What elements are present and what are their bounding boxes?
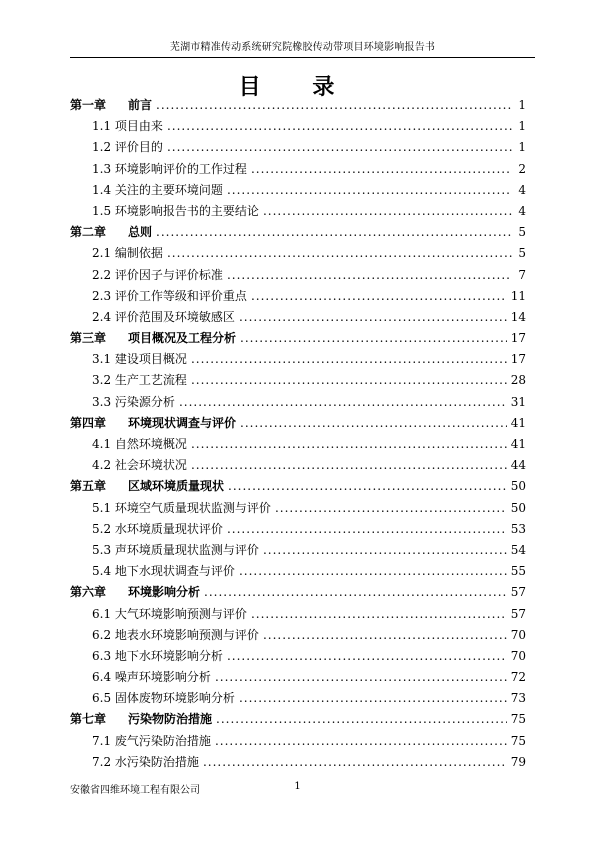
toc-section-entry[interactable] [70,180,526,201]
toc-leader-dots [227,265,512,286]
toc-entry-page: 44 [510,458,526,473]
toc-entry-label: 项目由来 [114,119,163,134]
toc-section-entry[interactable] [70,286,526,307]
toc-entry-number: 5.3 [92,542,112,557]
toc-entry-label: 社会环境状况 [114,458,187,473]
toc-entry-page: 50 [510,479,526,494]
toc-chapter-entry[interactable] [70,328,526,349]
header-rule [70,57,535,58]
toc-leader-dots [203,752,507,773]
toc-section-entry[interactable] [70,392,526,413]
toc-entry-number: 5.4 [92,564,112,579]
toc-entry-label: 评价目的 [114,140,163,155]
toc-entry-number: 1.1 [92,119,112,134]
toc-entry-page: 75 [510,733,526,748]
toc-leader-dots [179,392,507,413]
toc-entry-label: 生产工艺流程 [114,373,187,388]
toc-section-entry[interactable] [70,625,526,646]
toc-leader-dots [191,434,507,455]
toc-entry-label: 固体废物环境影响分析 [114,691,235,706]
toc-entry-page: 1 [518,119,526,134]
toc-chapter-entry[interactable] [70,709,526,730]
toc-entry-page: 31 [510,394,526,409]
toc-entry-page: 55 [510,564,526,579]
toc-section-entry[interactable] [70,307,526,328]
toc-entry-number: 3.1 [92,352,112,367]
toc-leader-dots [191,370,507,391]
toc-entry-number: 6.1 [92,606,112,621]
toc-entry-page: 17 [510,352,526,367]
toc-entry-number: 6.5 [92,691,112,706]
toc-entry-number: 4.1 [92,437,112,451]
toc-entry-number: 1.2 [92,140,112,155]
toc-section-entry[interactable] [70,604,526,625]
toc-leader-dots [204,582,507,603]
footer-page-number: 1 [294,781,301,792]
toc-leader-dots [240,413,507,434]
toc-entry-number: 2.4 [92,309,112,324]
toc-chapter-entry[interactable] [70,582,526,603]
toc-entry-number: 6.3 [92,648,112,663]
toc-section-entry[interactable] [70,116,526,137]
page-header [70,28,535,58]
toc-section-entry[interactable] [70,370,526,391]
toc-section-entry[interactable] [70,455,526,476]
toc-entry-label: 关注的主要环境问题 [114,182,223,197]
toc-entry-label: 大气环境影响预测与评价 [114,606,247,621]
toc-leader-dots [167,243,512,264]
toc-entry-label: 地下水环境影响分析 [114,648,223,663]
toc-leader-dots [167,137,512,158]
toc-leader-dots [263,625,507,646]
toc-entry-number: 7.2 [92,754,112,769]
toc-entry-label: 环境现状调查与评价 [128,415,237,430]
toc-section-entry[interactable] [70,265,526,286]
toc-leader-dots [239,561,507,582]
toc-entry-number: 第二章 [70,225,107,240]
toc-entry-page: 5 [518,246,526,261]
toc-entry-label: 废气污染防治措施 [114,733,211,748]
toc-entry-label: 项目概况及工程分析 [128,331,237,346]
toc-entry-number: 2.1 [92,246,112,261]
toc-entry-page: 7 [518,267,526,282]
toc-section-entry[interactable] [70,201,526,222]
toc-section-entry[interactable] [70,561,526,582]
toc-entry-number: 第五章 [70,479,107,494]
footer-company: 安徽省四维环境工程有限公司 [70,785,200,796]
toc-leader-dots [275,498,507,519]
toc-entry-number: 第三章 [70,331,107,346]
toc-leader-dots [156,95,512,116]
toc-section-entry[interactable] [70,731,526,752]
toc-leader-dots [240,328,507,349]
toc-entry-label: 环境影响报告书的主要结论 [114,203,259,218]
toc-entry-page: 75 [510,712,526,727]
toc-leader-dots [251,286,507,307]
toc-entry-number: 第一章 [70,98,107,112]
toc-entry-label: 环境影响分析 [128,585,201,600]
toc-leader-dots [251,604,507,625]
toc-entry-page: 79 [510,754,526,769]
toc-entry-label: 自然环境概况 [114,437,187,451]
toc-entry-number: 1.4 [92,182,112,197]
toc-entry-label: 声环境质量现状监测与评价 [114,542,259,557]
toc-entry-number: 6.2 [92,627,112,642]
toc-leader-dots [216,709,507,730]
toc-entry-label: 前言 [128,98,153,112]
toc-entry-label: 地表水环境影响预测与评价 [114,627,259,642]
toc-section-entry[interactable] [70,159,526,180]
toc-entry-label: 评价范围及环境敏感区 [114,309,235,324]
toc-entry-label: 总则 [128,225,153,240]
toc-entry-page: 4 [518,182,526,197]
toc-section-entry[interactable] [70,667,526,688]
toc-entry-label: 污染物防治措施 [128,712,213,727]
toc-entry-number: 2.3 [92,288,112,303]
toc-title: 目 录 [238,74,357,100]
toc-entry-number: 7.1 [92,733,112,748]
toc-leader-dots [227,646,507,667]
toc-entry-number: 3.3 [92,394,112,409]
toc-entry-number: 2.2 [92,267,112,282]
toc-entry-label: 水环境质量现状评价 [114,521,223,536]
toc-entry-page: 54 [510,542,526,557]
toc-entry-page: 28 [510,373,526,388]
header-title: 芜湖市精准传动系统研究院橡胶传动带项目环境影响报告书 [169,42,436,53]
toc-entry-number: 第六章 [70,585,107,600]
toc-section-entry[interactable] [70,498,526,519]
toc-entry-page: 1 [518,140,526,155]
toc-chapter-entry[interactable] [70,476,526,497]
toc-section-entry[interactable] [70,243,526,264]
toc-entry-page: 1 [518,98,526,112]
toc-section-entry[interactable] [70,688,526,709]
toc-entry-number: 第七章 [70,712,107,727]
toc-leader-dots [227,180,512,201]
toc-entry-label: 评价工作等级和评价重点 [114,288,247,303]
toc-entry-page: 50 [510,500,526,515]
toc-entry-page: 14 [510,309,526,324]
toc-entry-number: 4.2 [92,458,112,473]
toc-entry-page: 70 [510,648,526,663]
toc-entry-page: 57 [510,585,526,600]
toc-entry-page: 53 [510,521,526,536]
toc-section-entry[interactable] [70,540,526,561]
toc-section-entry[interactable] [70,137,526,158]
toc-entry-page: 2 [518,161,526,176]
toc-entry-label: 环境空气质量现状监测与评价 [114,500,271,515]
toc-entry-label: 环境影响评价的工作过程 [114,161,247,176]
toc-leader-dots [156,222,512,243]
toc-chapter-entry[interactable] [70,95,526,116]
toc-chapter-entry[interactable] [70,222,526,243]
toc-leader-dots [191,349,507,370]
toc-leader-dots [239,307,507,328]
toc-section-entry[interactable] [70,646,526,667]
toc-entry-page: 5 [518,225,526,240]
toc-entry-page: 41 [510,415,526,430]
toc-section-entry[interactable] [70,519,526,540]
toc-entry-label: 建设项目概况 [114,352,187,367]
toc-leader-dots [191,455,507,476]
toc-entry-page: 57 [510,606,526,621]
toc-entry-label: 污染源分析 [114,394,175,409]
toc-entry-page: 70 [510,627,526,642]
toc-section-entry[interactable] [70,752,526,773]
toc-entry-page: 41 [510,437,526,451]
table-of-contents [70,95,526,773]
toc-entry-label: 编制依据 [114,246,163,261]
toc-entry-label: 评价因子与评价标准 [114,267,223,282]
toc-entry-page: 72 [510,670,526,685]
toc-leader-dots [263,540,507,561]
toc-entry-number: 1.5 [92,203,112,218]
toc-entry-number: 5.1 [92,500,112,515]
toc-chapter-entry[interactable] [70,413,526,434]
toc-leader-dots [263,201,512,222]
toc-entry-number: 1.3 [92,161,112,176]
toc-leader-dots [228,476,507,497]
toc-entry-page: 17 [510,331,526,346]
toc-entry-label: 噪声环境影响分析 [114,670,211,685]
toc-leader-dots [239,688,507,709]
toc-section-entry[interactable] [70,349,526,370]
toc-leader-dots [215,731,507,752]
toc-leader-dots [227,519,507,540]
toc-entry-page: 4 [518,203,526,218]
toc-entry-label: 水污染防治措施 [114,754,199,769]
toc-leader-dots [251,159,512,180]
toc-entry-number: 5.2 [92,521,112,536]
toc-entry-page: 11 [510,288,526,303]
toc-section-entry[interactable] [70,434,526,455]
toc-entry-label: 区域环境质量现状 [128,479,225,494]
toc-entry-number: 6.4 [92,670,112,685]
toc-entry-number: 第四章 [70,415,107,430]
toc-entry-number: 3.2 [92,373,112,388]
toc-leader-dots [215,667,507,688]
toc-leader-dots [167,116,512,137]
toc-entry-page: 73 [510,691,526,706]
toc-entry-label: 地下水现状调查与评价 [114,564,235,579]
